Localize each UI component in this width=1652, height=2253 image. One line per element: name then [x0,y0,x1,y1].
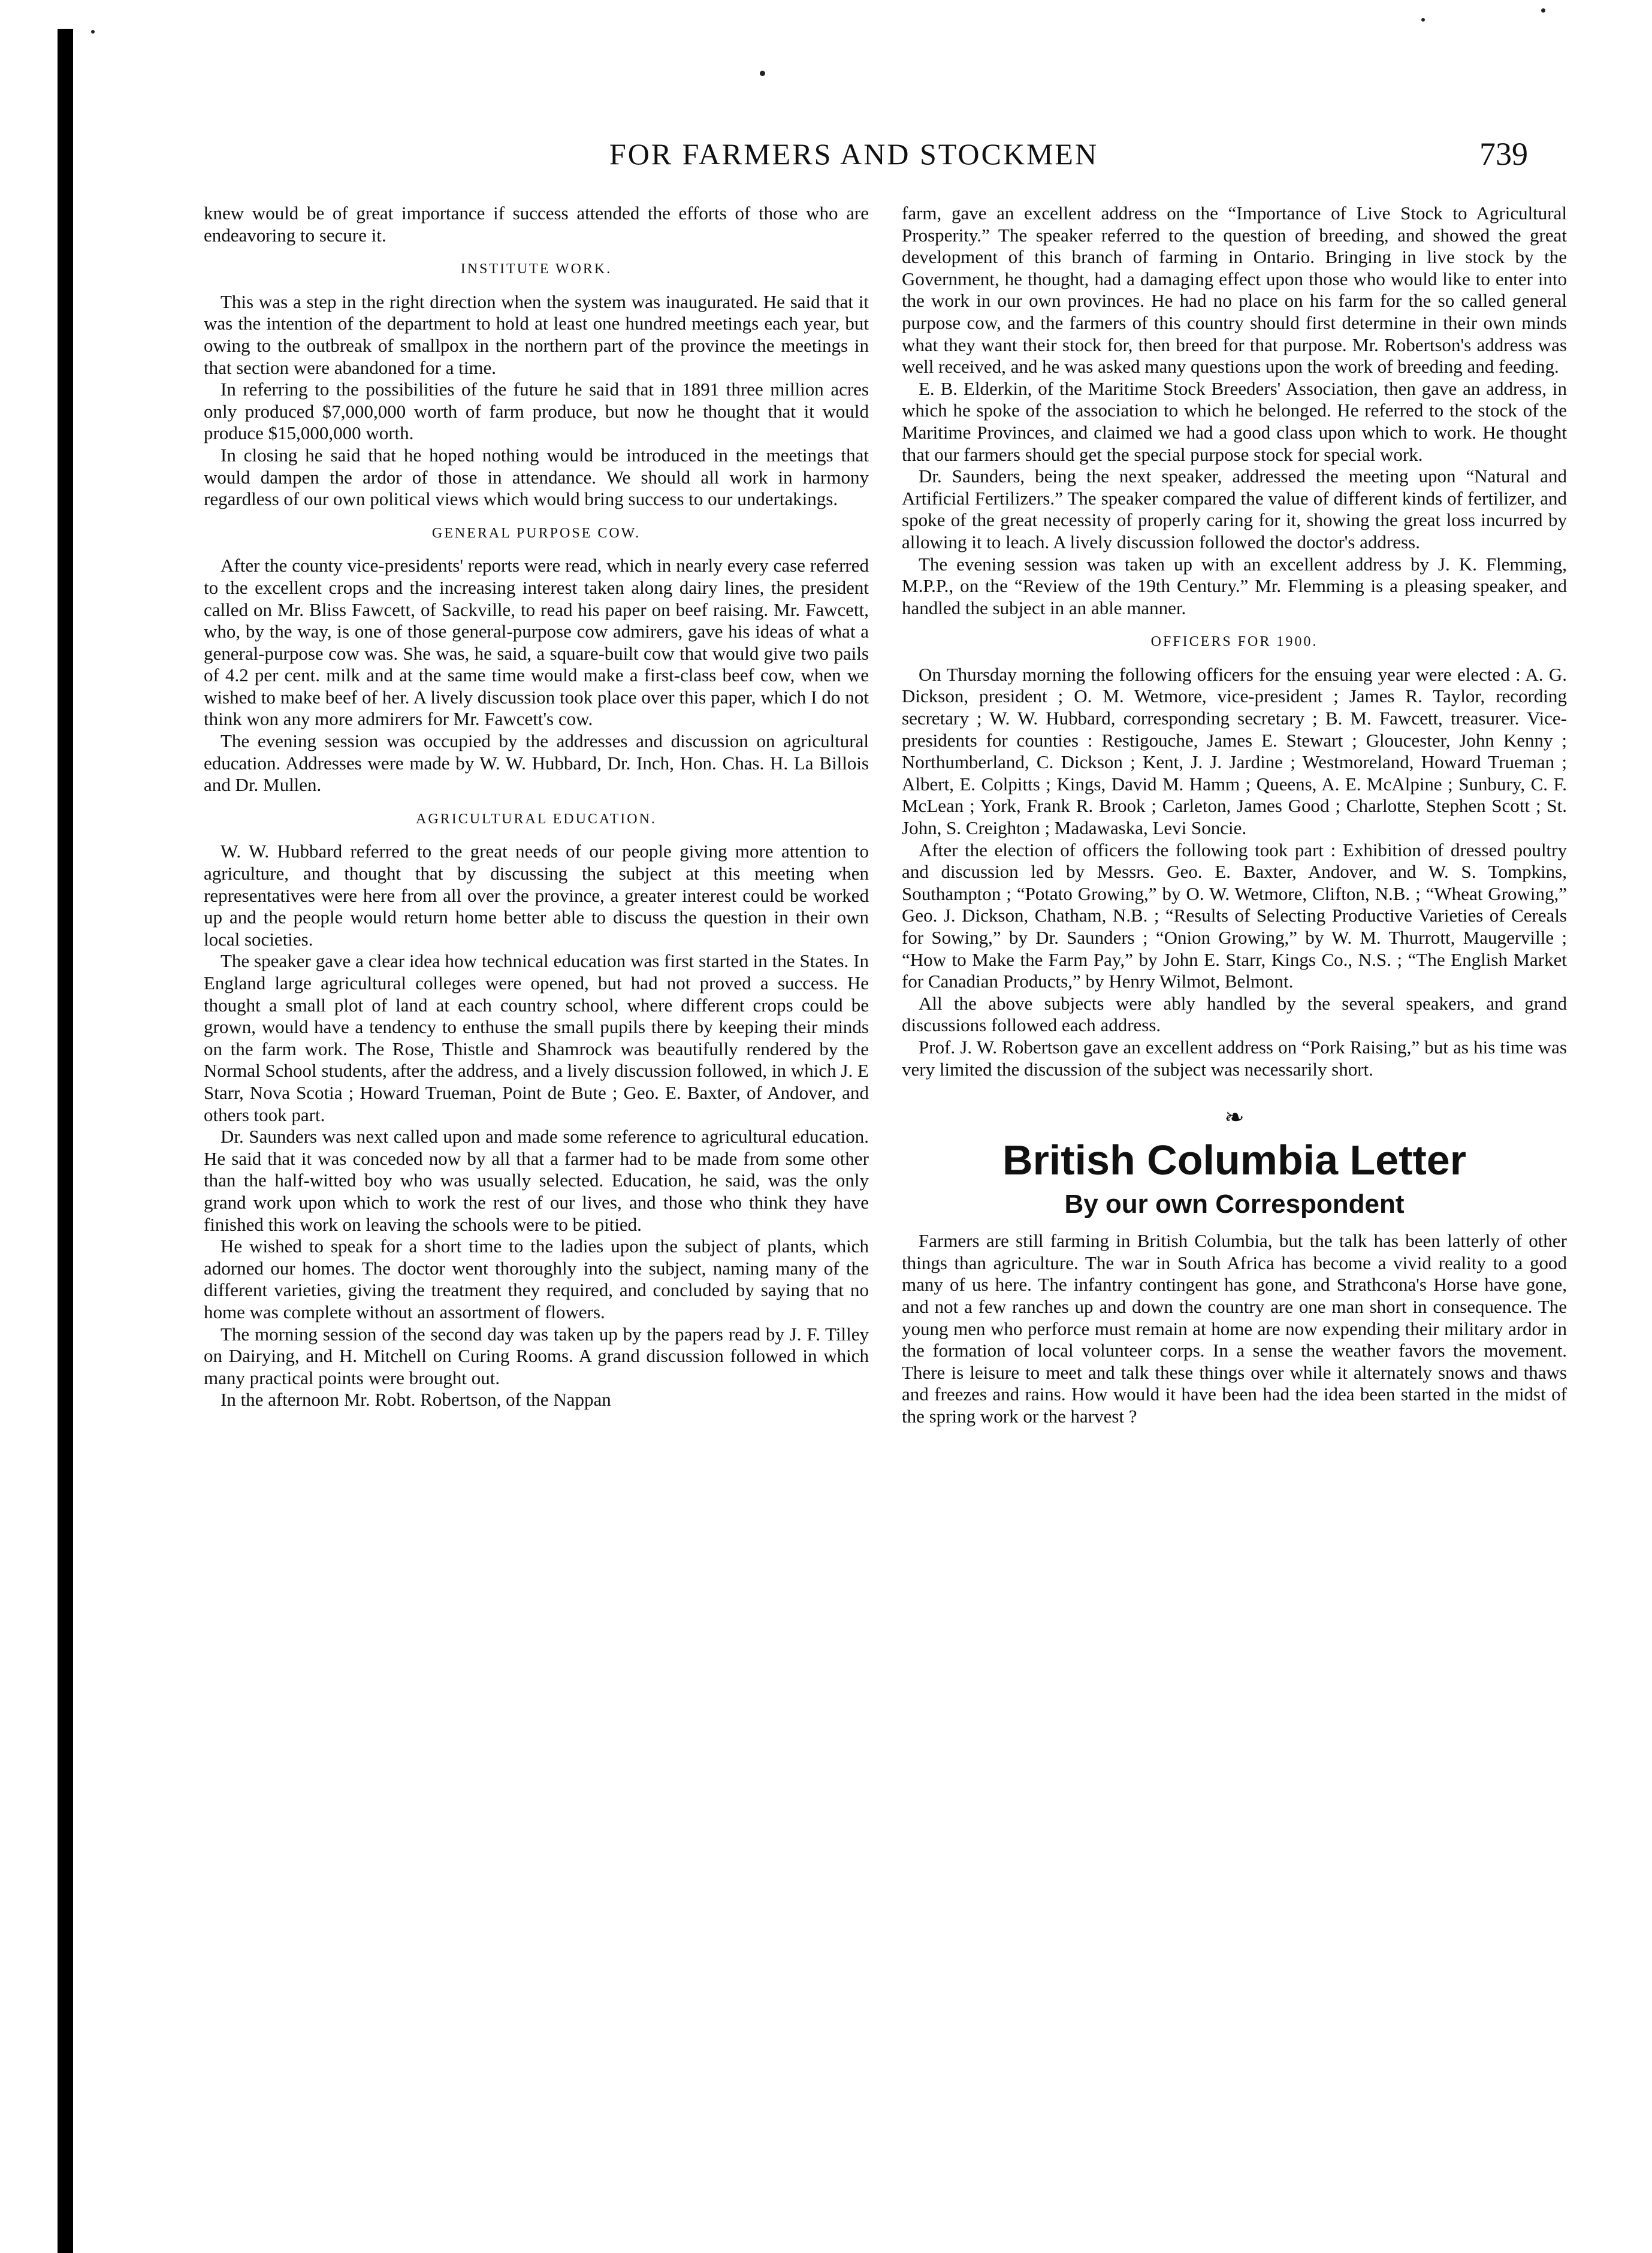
fleuron-ornament-icon: ❧ [1224,1104,1245,1131]
paragraph: After the county vice-presidents' reports were read, which in nearly every case referred to the excellent crops and the increasing interest taken along dairy lines, the president called on Mr. Bliss Fawcett, of Sackville, to read his paper on beef raising. Mr. Fawcett, who, by the way, is one of those general-purpose cow admirers, gave his ideas of what a general-purpose cow was. She was, he said, a square-built cow that would give two pails of 4.2 per cent. milk and at the same time would make a first-class beef cow, when we wished to make beef of her. A lively discussion took place over this paper, which I do not think won any more admirers for Mr. Fawcett's cow. [204,555,869,730]
paragraph: This was a step in the right direction when the system was inaugurated. He said that it was the intention of the department to hold at least one hundred meetings each year, but owing to the outbreak of smallpox in the northern part of the province the meetings in that section were abandoned for a time. [204,291,869,378]
paragraph: In the afternoon Mr. Robt. Robertson, of the Nappan [221,1389,611,1411]
paragraph: He wished to speak for a short time to the ladies upon the subject of plants, which adorned our homes. The doctor went thoroughly into the subject, naming many of the different varieties, giving the treatment they required, and concluded by saying that no home was complete without an assortment of flowers. [204,1236,869,1322]
section-heading: OFFICERS FOR 1900. [1150,634,1318,650]
paragraph: In referring to the possibilities of the future he said that in 1891 three million acres only produced $7,000,000 worth of farm produce, but now he thought that it would produce $15,000,000 worth. [204,379,869,444]
page-number: 739 [1479,136,1528,172]
section-heading: GENERAL PURPOSE COW. [431,525,641,541]
paragraph: Dr. Saunders was next called upon and made some reference to agricultural education. He said that it was conceded now by all that a farmer had to be made from some other than the half-witted boy who was usually selected. Education, he said, was the only grand work upon which to work the rest of our lives, and those who think they have finished this work on leaving the schools were to be pitied. [204,1126,869,1235]
paragraph: The evening session was taken up with an excellent address by J. K. Flemming, M.P.P., on the “Review of the 19th Century.” Mr. Flemming is a pleasing speaker, and handled the subject in an able manner. [902,553,1567,618]
page-header [180,133,1528,175]
section-heading: INSTITUTE WORK. [460,261,612,277]
paragraph: The speaker gave a clear idea how technical education was first started in the States. In England large agricultural colleges were opened, but had not proved a success. He thought a small plot of land at each country school, where different crops could be grown, would have a tendency to enthuse the small pupils there by keeping their minds on the farm work. The Rose, Thistle and Shamrock was beautifully rendered by the Normal School students, after the address, and a lively discussion followed, in which J. E Starr, Nova Scotia ; Howard Trueman, Point de Bute ; Geo. E. Baxter, of Andover, and others took part. [204,950,869,1125]
scan-binding-edge [58,29,73,2253]
paragraph: W. W. Hubbard referred to the great needs of our people giving more attention to agriculture, and thought that by discussing the subject at this meeting when representatives were here from all over the province, a greater interest could be worked up and the people would return home better able to discuss the question in their own local societies. [204,841,869,950]
paragraph: After the election of officers the following took part : Exhibition of dressed poultry and discussion led by Messrs. Geo. E. Baxter, Andover, and W. S. Tompkins, Southampton ; “Potato Growing,” by O. W. Wetmore, Clifton, N.B. ; “Wheat Growing,” Geo. J. Dickson, Chatham, N.B. ; “Results of Selecting Productive Varieties of Cereals for Sowing,” by Dr. Saunders ; “Onion Growing,” by W. M. Thurrott, Maugerville ; “How to Make the Farm Pay,” by John E. Starr, Kings Co., N.S. ; “The English Market for Canadian Products,” by Henry Wilmot, Belmont. [902,839,1567,992]
paragraph: Dr. Saunders, being the next speaker, addressed the meeting upon “Natural and Artificial Fertilizers.” The speaker compared the value of different kinds of fertilizer, and spoke of the great necessity of properly caring for it, showing the great loss incurred by allowing it to leach. A lively discussion followed the doctor's address. [902,466,1567,552]
section-heading: AGRICULTURAL EDUCATION. [416,811,657,827]
running-title: FOR FARMERS AND STOCKMEN [609,137,1099,171]
right-column [902,203,1567,1428]
paragraph: In closing he said that he hoped nothing would be introduced in the meetings that would dampen the ardor of those in attendance. We should all work in harmony regardless of our own political views which would bring success to our undertakings. [204,444,869,510]
paragraph: The evening session was occupied by the addresses and discussion on agricultural education. Addresses were made by W. W. Hubbard, Dr. Inch, Hon. Chas. H. La Billois and Dr. Mullen. [204,730,869,796]
left-column [204,203,869,1411]
paragraph: The morning session of the second day was taken up by the papers read by J. F. Tilley on Dairying, and H. Mitchell on Curing Rooms. A grand discussion followed in which many practical points were brought out. [204,1323,869,1388]
scan-speck [91,30,95,34]
paragraph: On Thursday morning the following officers for the ensuing year were elected : A. G. Dickson, president ; O. M. Wetmore, vice-president ; James R. Taylor, recording secretary ; W. W. Hubbard, corresponding secretary ; B. M. Fawcett, treasurer. Vice-presidents for counties : Restigouche, James E. Stewart ; Gloucester, John Kenny ; Northumberland, C. Dickson ; Kent, J. J. Jardine ; Westmoreland, Howard Trueman ; Albert, E. Colpitts ; Kings, David M. Hamm ; Queens, A. E. McAlpine ; Sunbury, C. F. McLean ; York, Frank R. Brook ; Carleton, James Good ; Charlotte, Stephen Scott ; St. John, S. Creighton ; Madawaska, Levi Soncie. [902,663,1567,839]
paragraph: All the above subjects were ably handled by the several speakers, and grand discussions followed each address. [902,992,1567,1036]
paragraph: E. B. Elderkin, of the Maritime Stock Breeders' Association, then gave an address, in which he spoke of the association to which he belonged. He referred to the stock of the Maritime Provinces, and claimed we had a good class upon which to work. He thought that our farmers should get the special purpose stock for special work. [902,377,1567,465]
paragraph: Prof. J. W. Robertson gave an excellent address on “Pork Raising,” but as his time was very limited the discussion of the subject was necessarily short. [902,1036,1567,1080]
paragraph: knew would be of great importance if success attended the efforts of those who are endeavoring to secure it. [204,203,869,246]
article-byline: By our own Correspondent [1064,1189,1405,1219]
paragraph: farm, gave an excellent address on the “Importance of Live Stock to Agricultural Prosperity.” The speaker referred to the question of breeding, and showed the great development of this branch of farming in Ontario. Bringing in live stock by the Government, he thought, had a damaging effect upon those who would like to enter into the work in our own provinces. He had no place on his farm for the so called general purpose cow, and the farmers of this country should first determine in their own minds what they want their stock for, then breed for that purpose. Mr. Robertson's address was well received, and he was asked many questions upon the work of breeding and feeding. [902,203,1567,377]
paragraph: Farmers are still farming in British Columbia, but the talk has been latterly of other things than agriculture. The war in South Africa has become a vivid reality to a good many of us here. The infantry contingent has gone, and Strathcona's Horse have gone, and not a few ranches up and down the country are one man short in consequence. The young men who perforce must remain at home are now expending their military ardor in the formation of local volunteer corps. In a sense the weather favors the movement. There is leisure to meet and talk these things over while it alternately snows and thaws and freezes and rains. How would it have been had the idea been started in the midst of the spring work or the harvest ? [902,1230,1567,1427]
scan-speck [1421,18,1425,22]
scan-speck [760,71,765,76]
article-title: British Columbia Letter [1002,1137,1466,1184]
scan-speck [1541,8,1545,13]
